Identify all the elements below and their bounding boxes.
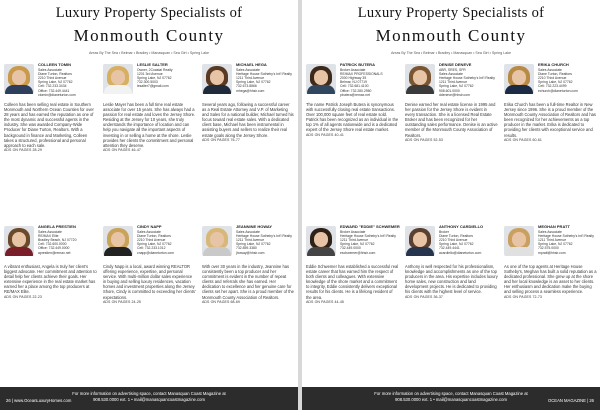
agent-contact bbox=[538, 225, 598, 255]
page-footer bbox=[0, 387, 298, 410]
agent-bio bbox=[405, 102, 498, 143]
agent-contact-line: Spring Lake, NJ 07762 bbox=[538, 242, 573, 247]
agent-bio-text: Eddie Schwemer has established a successful real estate career that has earned him the respect of both clients and colleagues. With extensive knowledge of the shore market and a commitment to integrity, Eddie consistently delivers exceptional results for his clients. He is a lifelong resident of the area. bbox=[306, 264, 399, 300]
page-number: 26 | www.OceanLuxuryHomes.com bbox=[6, 398, 72, 403]
agent-contact-line: Diane Turton, Realtors bbox=[439, 234, 473, 239]
agent-bio bbox=[405, 264, 498, 300]
agent-card bbox=[100, 62, 198, 222]
agent-bio-text: As one of the top agents at Heritage House Sotheby's, Meghan has built a solid reputation as a dedicated professional. She grew up at the shore and her local knowledge is an asset to her clients. Her enthusiasm and dedication make the buying and selling process a seamless experience. bbox=[504, 264, 597, 295]
agent-contact-line: jhoway@hhsir.com bbox=[236, 250, 265, 255]
agent-contact-line: Diane Turton, Realtors bbox=[38, 72, 72, 77]
agent-name: COLLEEN TOMIN bbox=[38, 62, 72, 67]
agent-contact-line: acardiello@dianeturton.com bbox=[439, 250, 482, 255]
agent-contact bbox=[538, 63, 598, 93]
agent-contact-line: Owner, 2Coastal Realty bbox=[137, 68, 173, 73]
agent-contact-line: 2000 Highway 35 bbox=[340, 76, 367, 81]
header-tagline: Areas By The Sea • Belmar • Bradley • Manasquan • Sea Girt • Spring Lake bbox=[88, 51, 210, 55]
header-title-line2: Monmouth County bbox=[375, 26, 527, 45]
agent-name: ANGELA PRESTIEN bbox=[38, 224, 76, 229]
right-page bbox=[302, 0, 600, 410]
agent-contact-line: Heritage House Sotheby's Int'l Realty bbox=[236, 72, 292, 77]
agent-contact-line: ctomin@dianeturton.com bbox=[38, 92, 76, 97]
agent-contact bbox=[137, 63, 197, 89]
agent-contact-line: Cell: 732.223.4499 bbox=[538, 84, 567, 89]
agent-contact-line: 908.601.0000 bbox=[439, 88, 460, 93]
agent-contact bbox=[439, 63, 499, 97]
agent-contact-line: Broker Associate bbox=[340, 230, 366, 235]
agent-contact-line: 1211 Third Avenue bbox=[439, 80, 468, 85]
agent-bio bbox=[4, 102, 97, 153]
agent-card bbox=[1, 62, 99, 222]
agent-contact-line: mhega@hhsir.com bbox=[236, 88, 265, 93]
agent-card bbox=[402, 62, 500, 222]
agent-contact-line: RE/MAX PROFESSIONALS bbox=[340, 72, 383, 77]
agent-contact-line: eschwemer@hhsir.com bbox=[340, 250, 376, 255]
agent-contact-line: Heritage House Sotheby's Int'l Realty bbox=[439, 76, 495, 81]
agent-contact-line: Office: 732.449.4441 bbox=[38, 88, 70, 93]
agent-name: CINDY NAPP bbox=[137, 224, 162, 229]
agent-contact-line: 732.449.0000 bbox=[340, 246, 361, 251]
agent-bio-text: Anthony is well respected for his professionalism, knowledge and accomplishments as one of the top producers in the area. His expertise includes luxury home sales, new construction and land development projects. He is dedicated to providing his clients with the highest level of service. bbox=[405, 264, 498, 295]
agent-contact bbox=[38, 225, 98, 255]
agent-bio bbox=[103, 102, 196, 153]
agent-contact-line: 2210 Third Avenue bbox=[439, 238, 468, 243]
agent-photo bbox=[4, 226, 34, 256]
agent-ad-pages: ADS ON PAGES 60-61 bbox=[504, 138, 542, 143]
agent-bio bbox=[306, 264, 399, 305]
agent-contact-line: Spring Lake, NJ 07762 bbox=[340, 242, 375, 247]
page-header bbox=[302, 0, 600, 60]
agent-contact-line: 732.859.3380 bbox=[236, 246, 257, 251]
agent-bio bbox=[202, 264, 295, 305]
agent-contact-line: 1211 Third Avenue bbox=[236, 76, 265, 81]
agent-card bbox=[100, 224, 198, 384]
header-title-line1: Luxury Property Specialists of bbox=[357, 5, 545, 21]
footer-note: For more information on advertising space, contact Manasquan Coast Magazine at 908.530.0000 ext. 1 • mail@manasquancoastmagazine.com bbox=[72, 391, 226, 402]
agent-bio bbox=[103, 264, 196, 305]
agent-photo bbox=[103, 64, 133, 94]
agent-contact-line: 1211 Third Avenue bbox=[538, 238, 567, 243]
agent-bio bbox=[504, 264, 597, 300]
agent-contact-line: 2210 Third Avenue bbox=[137, 238, 166, 243]
agent-card bbox=[303, 62, 401, 222]
agent-photo bbox=[202, 226, 232, 256]
agent-bio bbox=[202, 102, 295, 143]
agent-card bbox=[199, 62, 297, 222]
header-tagline: Areas By The Sea • Belmar • Bradley • Manasquan • Sea Girt • Spring Lake bbox=[390, 51, 512, 55]
agent-bio-text: The name Patrick Joseph Butera is synonymous with successfully closing real estate transactions. Over 100,000 square feet of real estate sold. Patrick has been recognized as an individual in the top 1% of all agents nationwide and is a dedicated expert of the Jersey Shore real estate market. bbox=[306, 102, 399, 133]
agent-contact-line: Sales Associate bbox=[38, 68, 62, 73]
agent-contact-line: aprestien@remax.net bbox=[38, 250, 71, 255]
agent-photo bbox=[202, 64, 232, 94]
agent-photo bbox=[4, 64, 34, 94]
agent-name: JEANNINE HOWAY bbox=[236, 224, 273, 229]
agent-ad-pages: ADS ON PAGES 24-25 bbox=[103, 300, 141, 305]
left-page bbox=[0, 0, 298, 410]
agent-contact bbox=[439, 225, 499, 255]
agent-bio-text: Denise earned her real estate license in 1995 and her passion for the Jersey Shore is evident in every transaction. She is a licensed Real Estate Broker and has been recognized for her outstanding sales performance. Denise is an active member of the Monmouth County Association of Realtors. bbox=[405, 102, 498, 138]
agent-contact-line: Spring Lake, NJ 07762 bbox=[538, 80, 573, 85]
agent-contact-line: 732.575.0000 bbox=[538, 246, 559, 251]
agent-card bbox=[402, 224, 500, 384]
agent-bio-text: Leslie Mayer has been a full time real estate associate for over 15 years. She has always had a passion for real estate and loves the Jersey Shore. Residing at the Jersey for 10 years, she truly understands the importance of location and can help you navigate all the important aspects of investing in or selling a home at the shore. Leslie provides her clients the commitment and personal attention they deserve. bbox=[103, 102, 196, 148]
agent-contact-line: 732.300.5003 bbox=[137, 80, 158, 85]
agent-name: DENISE DENEVE bbox=[439, 62, 472, 67]
agent-contact-line: Sales Associate bbox=[236, 230, 260, 235]
agent-contact-line: ABR, SRES, SFR bbox=[439, 68, 466, 73]
agent-contact-line: Diane Turton, Realtors bbox=[137, 234, 171, 239]
agent-contact-line: Sales Associate bbox=[538, 230, 562, 235]
agent-contact-line: echurch@dianeturton.com bbox=[538, 88, 578, 93]
agent-contact-line: 1201 3rd Avenue bbox=[137, 72, 163, 77]
agent-contact-line: Office: 732.280.2950 bbox=[340, 88, 372, 93]
agent-photo bbox=[405, 64, 435, 94]
page-footer bbox=[302, 387, 600, 410]
agent-card bbox=[501, 224, 599, 384]
agent-contact-line: Sales Associate bbox=[236, 68, 260, 73]
agent-bio bbox=[504, 102, 597, 143]
footer-note: For more information on advertising space, contact Manasquan Coast Magazine at 908.530.0000 ext. 1 • mail@manasquancoastmagazine.com bbox=[374, 391, 528, 402]
agent-contact-line: Spring Lake, NJ 07762 bbox=[137, 242, 172, 247]
agent-ad-pages: ADS ON PAGES 72-73 bbox=[504, 295, 542, 300]
agent-contact-line: Spring Lake, NJ 07762 bbox=[236, 80, 271, 85]
agent-contact-line: cnapp@dianeturton.com bbox=[137, 250, 174, 255]
agent-card bbox=[1, 224, 99, 384]
agent-bio-text: With over 30 years in the industry, Jeannine has consistently been a top producer and her commitment is evident in the number of repeat clients and referrals she has earned. Her dedication to excellence and her genuine care for clients set her apart. She is a proud member of the Monmouth County Association of Realtors. bbox=[202, 264, 294, 300]
agent-contact-line: Spring Lake, NJ 07762 bbox=[137, 76, 172, 81]
agent-contact bbox=[236, 63, 296, 93]
agent-contact-line: 2210 Third Avenue bbox=[38, 76, 67, 81]
agent-ad-pages: ADS ON PAGES 52-53 bbox=[405, 138, 443, 143]
agent-bio-text: Erika Church has been a full-time Realtor in New Jersey since 1996. She is a proud member of the Monmouth County Association of Realtors and has been recognized for her achievements as a top producer in the market. Erika is dedicated to providing her clients with exceptional service and results. bbox=[504, 102, 596, 138]
agent-contact-line: 2210 Third Avenue bbox=[538, 76, 567, 81]
agent-contact-line: Spring Lake, NJ 07762 bbox=[236, 242, 271, 247]
agent-bio bbox=[4, 264, 97, 300]
agent-contact-line: 1211 Third Avenue bbox=[340, 238, 369, 243]
agent-contact-line: RE/MAX Elite bbox=[38, 234, 59, 239]
agent-contact-line: Heritage House Sotheby's Int'l Realty bbox=[340, 234, 396, 239]
agent-contact bbox=[340, 63, 400, 97]
agent-contact-line: Cell: 732.233.1012 bbox=[137, 246, 166, 251]
agent-photo bbox=[103, 226, 133, 256]
agent-contact-line: Spring Lake, NJ 07762 bbox=[38, 80, 73, 85]
agent-contact-line: 732.449.4441 bbox=[439, 246, 460, 251]
agent-contact-line: Cell: 732.600.0000 bbox=[38, 242, 67, 247]
agent-card bbox=[199, 224, 297, 384]
agent-bio-text: Cindy Napp is a local, award winning REALTOR offering experience, expertise, and personal service. With multi-million dollar sales experience in buying and selling luxury residences, vacation homes and investment properties along the Jersey Shore, Cindy is committed to exceeding her clients' expectations. bbox=[103, 264, 196, 300]
agent-photo bbox=[405, 226, 435, 256]
agent-card bbox=[303, 224, 401, 384]
agent-photo bbox=[504, 226, 534, 256]
agent-contact-line: Heritage House Sotheby's Int'l Realty bbox=[236, 234, 292, 239]
agent-ad-pages: ADS ON PAGES 22-23 bbox=[4, 295, 42, 300]
agent-contact-line: Broker Associate bbox=[340, 68, 366, 73]
agent-contact-line: Cell: 732.233.3434 bbox=[38, 84, 67, 89]
agent-contact-line: 1211 Third Avenue bbox=[236, 238, 265, 243]
agent-contact bbox=[236, 225, 296, 255]
agent-bio-text: Several years ago, following a successful career as a Real Estate Attorney and V.P. of Marketing and Sales for a national builder, Michael turned his focus toward real estate sales. With a dedicated client base, Michael has been instrumental in assisting buyers and sellers to realize their real estate goals along the Jersey Shore. bbox=[202, 102, 294, 138]
agent-contact-line: Sales Associate bbox=[439, 72, 463, 77]
agent-contact-line: ddeneve@hhsir.com bbox=[439, 92, 470, 97]
agent-photo bbox=[306, 64, 336, 94]
agent-ad-pages: ADS ON PAGES 28-29 bbox=[4, 148, 42, 153]
agent-contact-line: Heritage House Sotheby's Int'l Realty bbox=[538, 234, 594, 239]
agent-contact bbox=[137, 225, 197, 255]
agent-contact-line: pbutera@remax.net bbox=[340, 92, 371, 97]
agent-contact-line: Sales Associate bbox=[38, 230, 62, 235]
agent-ad-pages: ADS ON PAGES 44-45 bbox=[306, 300, 344, 305]
agent-card bbox=[501, 62, 599, 222]
agent-ad-pages: ADS ON PAGES 40-41 bbox=[306, 133, 344, 138]
agent-contact-line: Cell: 732.681.4100 bbox=[340, 84, 369, 89]
agent-bio bbox=[306, 102, 399, 138]
agent-name: ERIKA CHURCH bbox=[538, 62, 569, 67]
agent-contact-line: mpratt@hhsir.com bbox=[538, 250, 566, 255]
agent-ad-pages: ADS ON PAGES 76-77 bbox=[202, 138, 240, 143]
page-number: OCEAN MAGAZINE | 26 bbox=[548, 398, 594, 403]
agent-contact-line: Broker bbox=[439, 230, 449, 235]
agent-photo bbox=[306, 226, 336, 256]
agent-contact-line: Sales Associate bbox=[538, 68, 562, 73]
agent-name: EDWARD "EDDIE" SCHWEMER bbox=[340, 224, 400, 229]
agent-name: MICHAEL HEGA bbox=[236, 62, 267, 67]
agent-contact-line: 732.673.8866 bbox=[236, 84, 257, 89]
agent-contact bbox=[38, 63, 98, 97]
agent-name: PATRICK BUTERA bbox=[340, 62, 375, 67]
agent-ad-pages: ADS ON PAGES 36-37 bbox=[405, 295, 443, 300]
agent-name: ANTHONY CARDIELLO bbox=[439, 224, 484, 229]
agent-bio-text: A vibrant enthusiast, Angela is truly her client's biggest advocate. Her commitment and attention to detail help her clients achieve their goals. Her extensive experience in the real estate market has earned her a place among the top producers at RE/MAX Elite. bbox=[4, 264, 97, 295]
header-title-line2: Monmouth County bbox=[73, 26, 225, 45]
agent-contact-line: Diane Turton, Realtors bbox=[538, 72, 572, 77]
agent-name: LESLIE SALTER bbox=[137, 62, 168, 67]
agent-ad-pages: ADS ON PAGES 46-47 bbox=[103, 148, 141, 153]
agent-ad-pages: ADS ON PAGES 68-69 bbox=[202, 300, 240, 305]
agent-contact-line: Spring Lake, NJ 07762 bbox=[439, 242, 474, 247]
agent-contact-line: Belmar, NJ 07719 bbox=[340, 80, 367, 85]
agent-contact-line: Spring Lake, NJ 07762 bbox=[439, 84, 474, 89]
agent-contact-line: Bradley Beach, NJ 07720 bbox=[38, 238, 77, 243]
page-header bbox=[0, 0, 298, 60]
agent-bio-text: Colleen has been selling real estate in Southern Monmouth and Northern Ocean Counties for over 28 years and has earned the reputation as one of the most dynamic and successful agents in the industry. She was awarded Company-Wide Producer for Diane Turton, Realtors. With a background in finance and Marketing, Colleen takes a structured, professional and personal approach to each sale. bbox=[4, 102, 94, 148]
agent-contact bbox=[340, 225, 400, 255]
agent-contact-line: Office: 732.449.0000 bbox=[38, 246, 70, 251]
agent-photo bbox=[504, 64, 534, 94]
header-title-line1: Luxury Property Specialists of bbox=[55, 5, 243, 21]
agent-name: MEGHAN PRATT bbox=[538, 224, 570, 229]
agent-contact-line: lesalter7@gmail.com bbox=[137, 84, 169, 89]
agent-contact-line: Sales Associate bbox=[137, 230, 161, 235]
